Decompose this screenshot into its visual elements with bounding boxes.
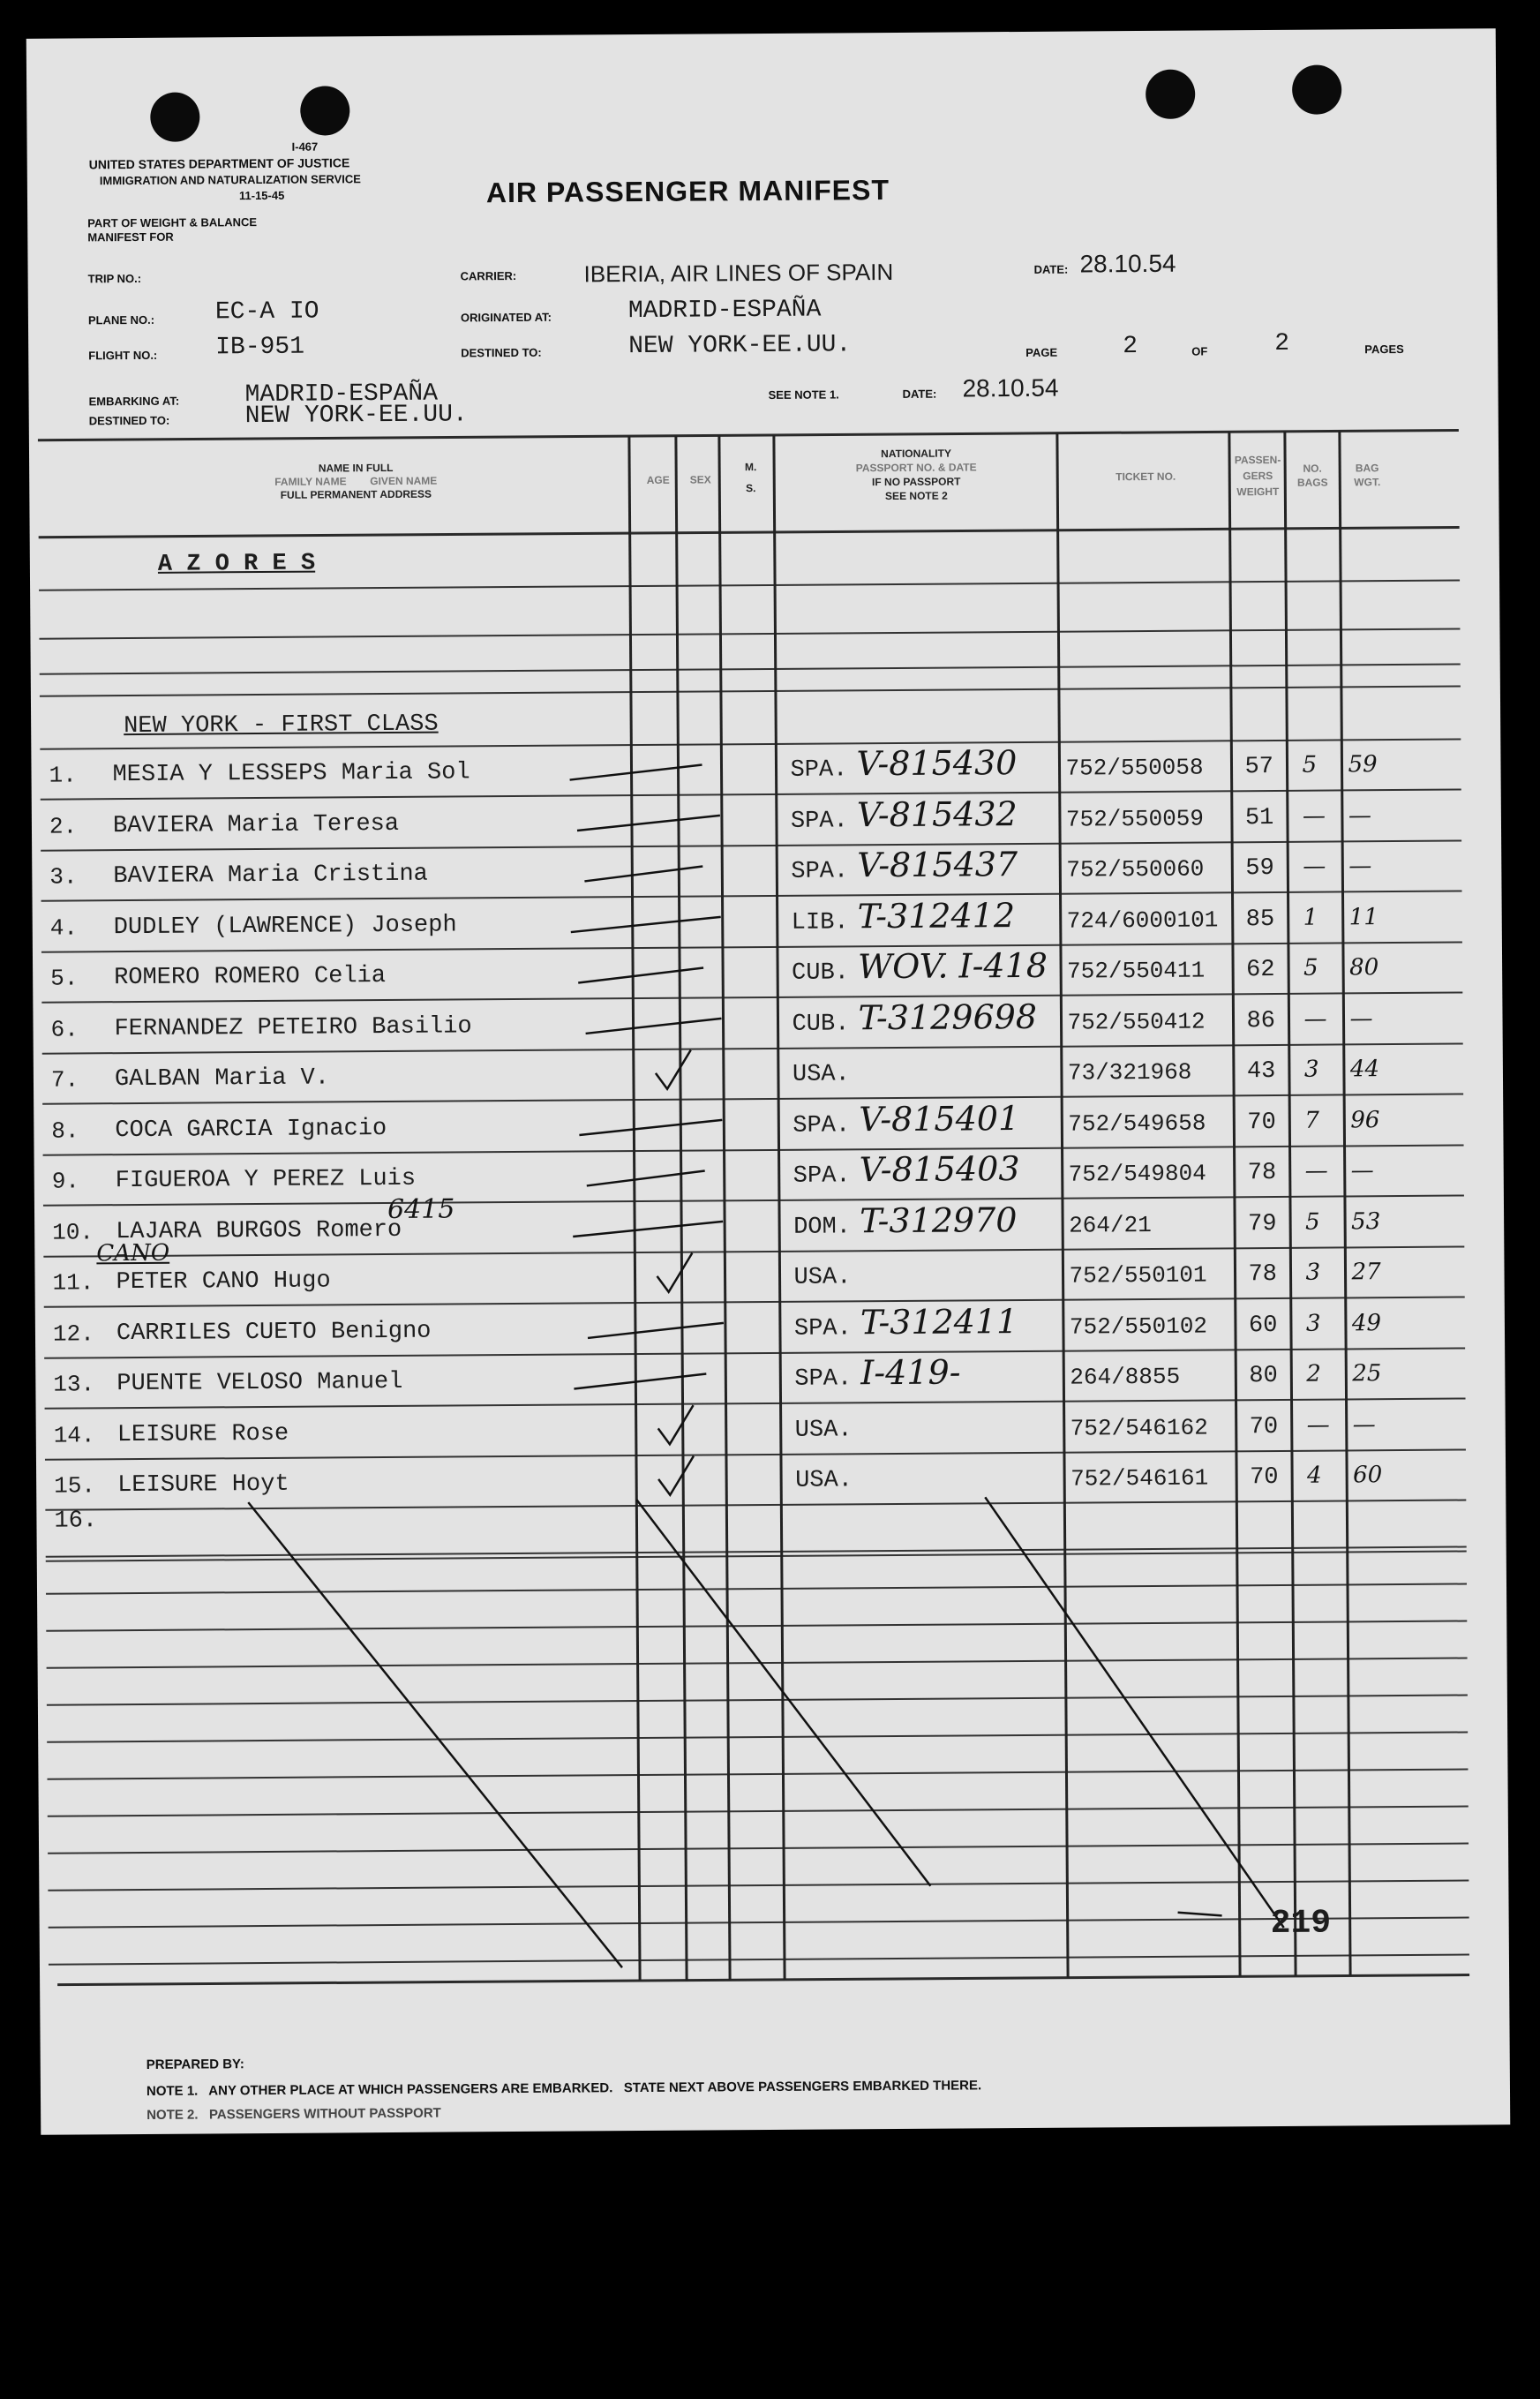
passenger-weight: 80 (1249, 1362, 1278, 1390)
passenger-weight: 86 (1246, 1007, 1276, 1034)
dash-mark (584, 867, 702, 882)
bag-weight: 96 (1350, 1106, 1380, 1133)
ticket-number: 752/550101 (1069, 1261, 1207, 1290)
passenger-weight: 70 (1247, 1109, 1276, 1136)
bag-count: 3 (1303, 1056, 1319, 1083)
col-pw-2: GERS (1243, 469, 1273, 483)
bag-count: — (1304, 1157, 1328, 1184)
ticket-number: 752/550058 (1065, 754, 1204, 782)
ticket-number: 752/546161 (1070, 1464, 1209, 1493)
destined-label: DESTINED TO: (461, 345, 542, 360)
row-number: 8. (51, 1117, 79, 1145)
row-rule (40, 665, 1461, 674)
passenger-name: MESIA Y LESSEPS Maria Sol (112, 759, 470, 789)
col-bags-2: BAGS (1296, 476, 1328, 489)
passenger-weight: 60 (1248, 1312, 1278, 1339)
nationality: SPA. (790, 756, 848, 784)
of-label: OF (1191, 344, 1208, 358)
row-rule (39, 581, 1460, 590)
bag-weight: 49 (1351, 1309, 1382, 1336)
ticket-number: 752/546162 (1070, 1414, 1208, 1442)
passenger-name: FERNANDEZ PETEIRO Basilio (114, 1012, 472, 1042)
carrier-label: CARRIER: (460, 268, 517, 283)
row-rule (42, 1044, 1463, 1054)
form-id: I-467 (291, 139, 319, 154)
part-of-line-2: MANIFEST FOR (87, 229, 174, 244)
passport-number: V-815401 (859, 1098, 1020, 1139)
row-rule (47, 1732, 1468, 1741)
row-rule (41, 891, 1462, 901)
passenger-weight: 43 (1246, 1057, 1276, 1086)
bag-count: — (1306, 1411, 1330, 1439)
passenger-weight: 59 (1245, 854, 1274, 883)
passenger-name: LEISURE Rose (116, 1420, 289, 1448)
passenger-weight: 57 (1244, 753, 1274, 781)
bag-count: 7 (1304, 1107, 1319, 1134)
embarking-value: MADRID-ESPAÑA (244, 380, 439, 410)
nationality: CUB. (792, 959, 850, 987)
passenger-weight: 79 (1248, 1210, 1277, 1237)
nationality: SPA. (793, 1111, 851, 1139)
row-number: 9. (51, 1168, 80, 1195)
row-number: 7. (50, 1066, 79, 1094)
plane-label: PLANE NO.: (87, 312, 155, 327)
nationality: CUB. (792, 1010, 850, 1038)
passenger-weight: 70 (1250, 1463, 1279, 1492)
col-bagwt-2: WGT. (1354, 476, 1381, 489)
ticket-number: 752/550411 (1067, 957, 1206, 985)
passenger-name: LEISURE Hoyt (117, 1470, 289, 1500)
date-label: DATE: (1033, 262, 1069, 276)
row-number: 1. (49, 762, 77, 789)
row-number: 10. (52, 1218, 94, 1246)
row-rule (41, 943, 1462, 952)
originated-label: ORIGINATED AT: (460, 310, 552, 325)
row-rule (46, 1583, 1467, 1593)
passport-number: T-312970 (859, 1200, 1018, 1240)
ticket-number: 724/6000101 (1066, 906, 1219, 935)
row-number: 3. (49, 863, 78, 891)
row-rule (42, 1094, 1463, 1104)
nationality: USA. (792, 1061, 850, 1088)
section-azores: A Z O R E S (157, 550, 316, 578)
destined2-label: DESTINED TO: (88, 413, 170, 428)
pages-label: PAGES (1364, 342, 1404, 357)
ticket-number: 752/550059 (1065, 805, 1205, 833)
row-rule (47, 1769, 1468, 1779)
passport-number: I-419- (860, 1352, 961, 1393)
bag-weight: 59 (1348, 751, 1378, 778)
row-rule (46, 1621, 1467, 1630)
row-number: 14. (53, 1421, 95, 1449)
passenger-name: GALBAN Maria V. (114, 1064, 330, 1094)
row-rule (44, 1348, 1465, 1357)
page-label: PAGE (1025, 345, 1058, 359)
bag-count: 2 (1306, 1360, 1321, 1388)
dash-mark (569, 765, 702, 780)
destined-value: NEW YORK-EE.UU. (628, 331, 852, 361)
row-rule (40, 687, 1461, 696)
bag-weight: 80 (1349, 954, 1379, 981)
flight-value: IB-951 (215, 333, 305, 362)
bag-weight: 53 (1351, 1207, 1381, 1235)
passenger-name: LAJARA BURGOS Romero (116, 1216, 402, 1245)
page-value: 2 (1123, 333, 1138, 361)
embarking-label: EMBARKING AT: (88, 394, 180, 409)
bag-count: 5 (1302, 751, 1318, 778)
bag-count: 3 (1305, 1259, 1321, 1286)
row-rule (48, 1806, 1469, 1816)
date-value: 28.10.54 (1079, 249, 1176, 278)
passenger-weight: 62 (1246, 956, 1275, 984)
note-1: NOTE 1. ANY OTHER PLACE AT WHICH PASSENGERS ARE EMBARKED. STATE NEXT ABOVE PASSENGERS EMBARKED THERE. (146, 2078, 982, 2099)
bag-weight: — (1348, 801, 1372, 829)
dash-mark (571, 917, 721, 932)
row-number: 6. (50, 1015, 79, 1043)
bag-count: — (1303, 853, 1326, 880)
ticket-number: 752/549804 (1068, 1160, 1206, 1188)
annotation-cano: CANO (96, 1239, 170, 1267)
dash-mark (577, 816, 720, 831)
col-pw-3: WEIGHT (1236, 485, 1280, 499)
passenger-name: ROMERO ROMERO Celia (114, 963, 387, 992)
dash-mark (588, 1323, 724, 1338)
ticket-number: 264/21 (1069, 1211, 1152, 1239)
col-bagwt-1: BAG (1355, 462, 1379, 475)
bag-count: — (1303, 1005, 1327, 1033)
passport-number: T-312411 (860, 1301, 1018, 1342)
nationality: USA. (793, 1264, 852, 1291)
agency-line-2: IMMIGRATION AND NATURALIZATION SERVICE (99, 172, 362, 188)
see-note-label: SEE NOTE 1. (768, 387, 839, 402)
prepared-by: PREPARED BY: (146, 2057, 244, 2072)
passport-number: V-815432 (856, 793, 1018, 834)
col-sex: SEX (689, 473, 711, 486)
bag-weight: 44 (1349, 1056, 1380, 1083)
row-rule (43, 1195, 1464, 1205)
nationality: SPA. (791, 858, 849, 885)
nationality: USA. (794, 1416, 853, 1444)
bag-count: — (1302, 802, 1326, 830)
col-nat-2: PASSPORT NO. & DATE (855, 461, 977, 475)
col-name-h1: NAME IN FULL (318, 461, 394, 475)
row-number: 5. (50, 965, 79, 992)
col-ms-1: M. (744, 461, 757, 474)
row-rule (41, 841, 1461, 851)
agency-line-1: UNITED STATES DEPARTMENT OF JUSTICE (88, 155, 350, 172)
row-number: 15. (54, 1472, 96, 1500)
bag-weight: — (1350, 1157, 1374, 1184)
row-number: 4. (49, 914, 79, 942)
bag-weight: 27 (1351, 1259, 1381, 1286)
dash-mark (574, 1373, 706, 1388)
ticket-number: 752/549658 (1068, 1109, 1206, 1138)
bag-weight: 25 (1352, 1360, 1382, 1388)
bag-weight: 11 (1348, 903, 1378, 930)
passport-number: WOV. I-418 (857, 945, 1048, 987)
dash-mark (587, 1171, 705, 1186)
dash-mark (586, 1019, 722, 1034)
date2-value: 28.10.54 (962, 373, 1059, 402)
row-rule (46, 1551, 1467, 1560)
section-class: NEW YORK - FIRST CLASS (124, 711, 439, 741)
col-ms-2: S. (746, 482, 756, 495)
row-number: 2. (49, 812, 78, 840)
check-mark (658, 1405, 694, 1444)
passenger-name: COCA GARCIA Ignacio (115, 1115, 387, 1144)
manifest-page (26, 28, 1511, 2135)
destined2-value: NEW YORK-EE.UU. (244, 401, 468, 431)
row-rule (43, 1246, 1464, 1256)
passport-number: T-312412 (857, 895, 1016, 936)
dash-mark (578, 968, 703, 983)
bag-weight: 60 (1353, 1462, 1383, 1489)
row-rule (41, 790, 1461, 800)
col-ticket: TICKET NO. (1116, 470, 1176, 484)
passport-number: V-815430 (856, 743, 1018, 784)
col-bags-1: NO. (1303, 462, 1322, 475)
passenger-name: CARRILES CUETO Benigno (116, 1318, 432, 1347)
bag-weight: — (1349, 1004, 1373, 1032)
nationality: USA. (795, 1467, 853, 1494)
bag-count: 5 (1303, 954, 1318, 981)
passenger-weight: 70 (1249, 1413, 1279, 1440)
bag-count: 4 (1307, 1462, 1322, 1489)
plane-value: EC-A IO (214, 297, 319, 327)
bag-weight: — (1352, 1410, 1376, 1438)
passenger-weight: 51 (1244, 804, 1274, 831)
of-value: 2 (1274, 329, 1290, 357)
col-age: AGE (646, 473, 670, 486)
passenger-weight: 78 (1247, 1159, 1277, 1187)
row-rule (48, 1843, 1469, 1853)
nationality: SPA. (793, 1314, 852, 1342)
page-title: AIR PASSENGER MANIFEST (485, 174, 890, 209)
row-number: 11. (52, 1269, 94, 1297)
bag-count: 5 (1305, 1208, 1320, 1236)
passenger-weight: 78 (1248, 1260, 1278, 1289)
note-2: NOTE 2. PASSENGERS WITHOUT PASSPORT (146, 2105, 441, 2123)
col-nat-3: IF NO PASSPORT (871, 475, 961, 489)
col-name-h2: FAMILY NAME GIVEN NAME (274, 474, 438, 488)
row-rule (45, 1449, 1466, 1459)
passport-number: V-815437 (857, 845, 1018, 885)
row-rule (45, 1500, 1466, 1509)
row-rule (41, 993, 1462, 1003)
annotation-6415: 6415 (387, 1193, 455, 1226)
nationality: LIB. (791, 908, 849, 936)
ticket-number: 752/550060 (1066, 855, 1205, 884)
nationality: SPA. (794, 1365, 853, 1393)
check-mark (656, 1050, 691, 1089)
passport-number: V-815403 (859, 1149, 1020, 1190)
originated-value: MADRID-ESPAÑA (627, 296, 822, 326)
bag-count: 1 (1303, 904, 1318, 931)
nationality: SPA. (793, 1162, 851, 1190)
row-number: 13. (53, 1371, 95, 1398)
ticket-number: 264/8855 (1070, 1363, 1181, 1391)
passenger-name: BAVIERA Maria Cristina (113, 861, 428, 891)
bag-weight: — (1348, 853, 1372, 880)
nationality: SPA. (790, 807, 848, 835)
part-of-line-1: PART OF WEIGHT & BALANCE (87, 215, 258, 230)
flight-label: FLIGHT NO.: (88, 348, 158, 363)
row-rule (43, 1146, 1464, 1155)
row-16-number: 16. (54, 1508, 98, 1535)
passenger-weight: 85 (1245, 906, 1275, 933)
row-rule (49, 1954, 1469, 1964)
form-date: 11-15-45 (238, 188, 285, 203)
check-mark (658, 1456, 694, 1495)
passenger-name: DUDLEY (LAWRENCE) Joseph (113, 911, 457, 941)
col-pw-1: PASSEN- (1234, 453, 1281, 467)
ticket-number: 752/550102 (1069, 1312, 1208, 1341)
row-number: 12. (52, 1320, 94, 1348)
passenger-name: BAVIERA Maria Teresa (112, 810, 400, 839)
passenger-name: PUENTE VELOSO Manuel (116, 1368, 403, 1398)
row-rule (45, 1398, 1466, 1408)
carrier-value: IBERIA, AIR LINES OF SPAIN (583, 258, 894, 288)
dash-mark (579, 1120, 722, 1135)
check-mark (657, 1253, 692, 1292)
passport-number: T-3129698 (858, 996, 1038, 1037)
passenger-name: FIGUEROA Y PEREZ Luis (115, 1165, 417, 1195)
stamp-number: 219 (1270, 1904, 1332, 1944)
passenger-name: PETER CANO Hugo (116, 1267, 331, 1297)
dash-mark (573, 1222, 723, 1237)
trip-label: TRIP NO.: (87, 271, 142, 286)
col-nat-4: SEE NOTE 2 (884, 489, 948, 503)
date2-label: DATE: (902, 387, 937, 401)
bag-count: 3 (1305, 1310, 1321, 1337)
col-nat-1: NATIONALITY (881, 447, 951, 461)
ticket-number: 73/321968 (1067, 1058, 1192, 1087)
row-rule (39, 629, 1460, 639)
row-rule (49, 1917, 1469, 1927)
row-rule (46, 1546, 1467, 1556)
nationality: DOM. (793, 1213, 852, 1241)
row-rule (40, 740, 1461, 749)
ticket-number: 752/550412 (1067, 1008, 1206, 1036)
row-rule (44, 1297, 1465, 1306)
row-rule (47, 1695, 1468, 1704)
col-name-h3: FULL PERMANENT ADDRESS (280, 487, 432, 501)
